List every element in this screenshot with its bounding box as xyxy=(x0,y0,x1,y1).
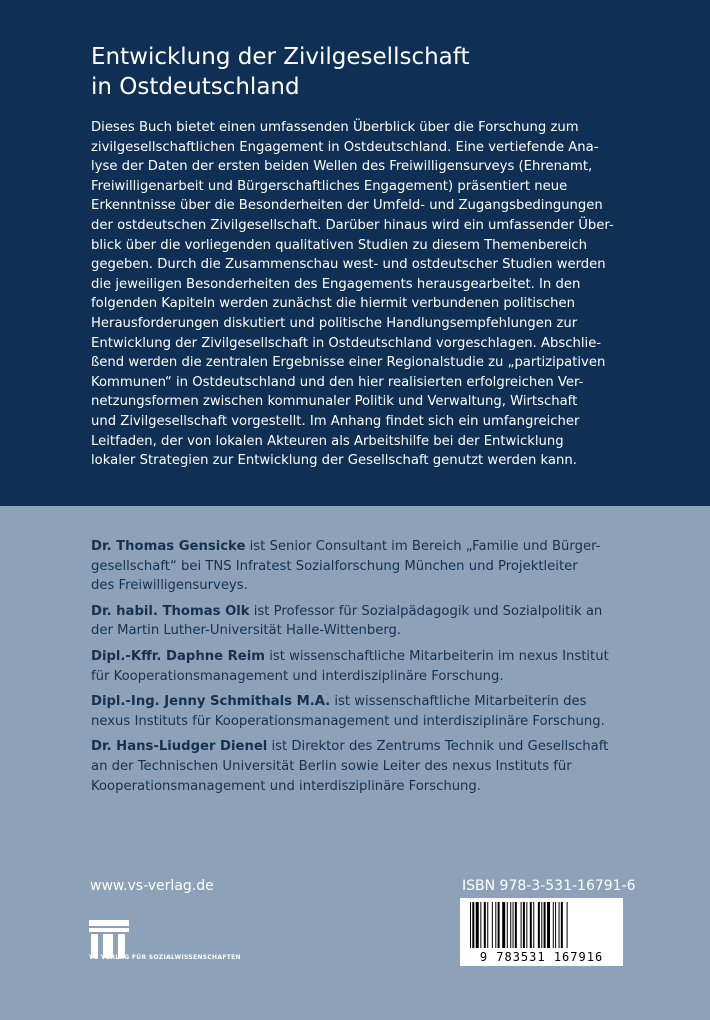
author-name: Dipl.-Kffr. Daphne Reim xyxy=(91,648,265,664)
book-title xyxy=(91,42,651,102)
barcode-bar xyxy=(498,902,500,948)
barcode-bar xyxy=(553,902,554,948)
description-line: folgenden Kapiteln werden zunächst die hiermit verbundenen politischen xyxy=(91,296,575,312)
description-line: ßend werden die zentralen Ergebnisse einer Regionalstudie zu „partizipativen xyxy=(91,355,606,371)
barcode-bars xyxy=(460,898,623,950)
barcode-bar xyxy=(495,902,496,948)
bio-line xyxy=(91,602,631,622)
author-name: Dipl.-Ing. Jenny Schmithals M.A. xyxy=(91,694,331,710)
description-line: Freiwilligenarbeit und Bürgerschaftliches Engagement) präsentiert neue xyxy=(91,178,568,194)
barcode-bar xyxy=(476,902,479,948)
description-line: lokaler Strategien zur Entwicklung der Gesellschaft genutzt werden kann. xyxy=(91,453,577,469)
bio-line xyxy=(91,692,631,712)
bio-line: gesellschaft“ bei TNS Infratest Sozialforschung München und Projektleiter xyxy=(91,558,578,574)
barcode-bar xyxy=(492,902,493,948)
description-line: Kommunen“ in Ostdeutschland und den hier realisierten erfolgreichen Ver- xyxy=(91,374,584,390)
barcode-bar xyxy=(544,902,546,948)
barcode-bar xyxy=(487,902,488,948)
author-bio xyxy=(91,537,631,596)
barcode-bar xyxy=(510,902,511,948)
barcode-bar xyxy=(523,902,525,948)
author-name: Dr. Thomas Gensicke xyxy=(91,539,246,554)
description-line: und Zivilgesellschaft vorgestellt. Im Anhang findet sich ein umfangreicher xyxy=(91,413,580,429)
barcode-bar xyxy=(533,902,534,948)
publisher-logo-text: VS VERLAG FÜR SOZIALWISSENSCHAFTEN xyxy=(89,954,241,961)
isbn-label: ISBN 978-3-531-16791-6 xyxy=(462,878,636,894)
bio-line: Kooperationsmanagement und interdisziplinäre Forschung. xyxy=(91,778,481,794)
barcode-bar xyxy=(567,902,568,948)
bio-text: ist wissenschaftliche Mitarbeiterin im nexus Institut xyxy=(265,648,609,664)
description-line: netzungsformen zwischen kommunaler Politik und Verwaltung, Wirtschaft xyxy=(91,394,578,410)
description-line: zivilgesellschaftlichen Engagement in Ostdeutschland. Eine vertiefende Ana- xyxy=(91,139,599,155)
barcode-bar xyxy=(484,902,486,948)
description-line: der ostdeutschen Zivilgesellschaft. Darüber hinaus wird ein umfassender Über- xyxy=(91,217,614,233)
author-bio xyxy=(91,647,631,686)
barcode-bar xyxy=(526,902,527,948)
bio-line xyxy=(91,537,631,557)
author-bio xyxy=(91,692,631,731)
bio-line: für Kooperationsmanagement und interdisziplinäre Forschung. xyxy=(91,668,504,684)
description-line: Herausforderungen diskutiert und politische Handlungsempfehlungen zur xyxy=(91,315,578,331)
description-line: Erkenntnisse über die Besonderheiten der Umfeld- und Zugangsbedingungen xyxy=(91,198,603,214)
publisher-url[interactable]: www.vs-verlag.de xyxy=(90,878,214,894)
barcode-bar xyxy=(472,902,474,948)
barcode-bar xyxy=(538,902,540,948)
barcode-bar xyxy=(507,902,508,948)
description-line: die jeweiligen Besonderheiten des Engagements herausgearbeitet. In den xyxy=(91,276,581,292)
barcode-bar xyxy=(561,902,563,948)
barcode-bar xyxy=(502,902,505,948)
barcode-bar xyxy=(541,902,542,948)
barcode-bar xyxy=(515,902,517,948)
author-bios xyxy=(91,537,631,802)
barcode-number: 9 783531 167916 xyxy=(479,950,604,964)
title-line: Entwicklung der Zivilgesellschaft xyxy=(91,44,470,70)
barcode-bar xyxy=(559,902,560,948)
bio-text: ist Senior Consultant im Bereich „Familie und Bürger- xyxy=(245,539,601,554)
bio-text: ist wissenschaftliche Mitarbeiterin des xyxy=(330,694,587,710)
book-description xyxy=(91,118,631,471)
barcode-bar xyxy=(513,902,514,948)
bio-line: des Freiwilligensurveys. xyxy=(91,578,248,594)
description-line: gegeben. Durch die Zusammenschau west- und ostdeutscher Studien werden xyxy=(91,257,606,273)
title-line: in Ostdeutschland xyxy=(91,74,300,100)
cover-top-panel xyxy=(0,0,710,506)
author-name: Dr. habil. Thomas Olk xyxy=(91,603,250,619)
description-line: Leitfaden, der von lokalen Akteuren als Arbeitshilfe bei der Entwicklung xyxy=(91,433,564,449)
bio-line: der Martin Luther-Universität Halle-Wittenberg. xyxy=(91,623,402,639)
barcode-bar xyxy=(521,902,522,948)
bio-text: ist Direktor des Zentrums Technik und Gesellschaft xyxy=(267,739,609,755)
barcode-bar xyxy=(555,902,556,948)
bio-text: ist Professor für Sozialpädagogik und Sozialpolitik an xyxy=(249,603,603,619)
description-line: Entwicklung der Zivilgesellschaft in Ostdeutschland vorgeschlagen. Abschlie- xyxy=(91,335,602,351)
barcode-bar xyxy=(480,902,481,948)
author-bio xyxy=(91,602,631,641)
bio-line: an der Technischen Universität Berlin sowie Leiter des nexus Instituts für xyxy=(91,758,572,774)
bio-line xyxy=(91,737,631,757)
barcode-bar xyxy=(470,902,471,948)
author-bio xyxy=(91,737,631,796)
description-line: blick über die vorliegenden qualitativen Studien zu diesem Themenbereich xyxy=(91,237,587,253)
description-line: lyse der Daten der ersten beiden Wellen des Freiwilligensurveys (Ehrenamt, xyxy=(91,159,593,175)
bio-line xyxy=(91,647,631,667)
barcode-bar xyxy=(547,902,550,948)
isbn-barcode xyxy=(460,898,623,966)
barcode-bar xyxy=(530,902,532,948)
author-name: Dr. Hans-Liudger Dienel xyxy=(91,739,268,755)
description-line: Dieses Buch bietet einen umfassenden Überblick über die Forschung zum xyxy=(91,120,579,135)
bio-line: nexus Instituts für Kooperationsmanagement und interdisziplinäre Forschung. xyxy=(91,713,605,729)
